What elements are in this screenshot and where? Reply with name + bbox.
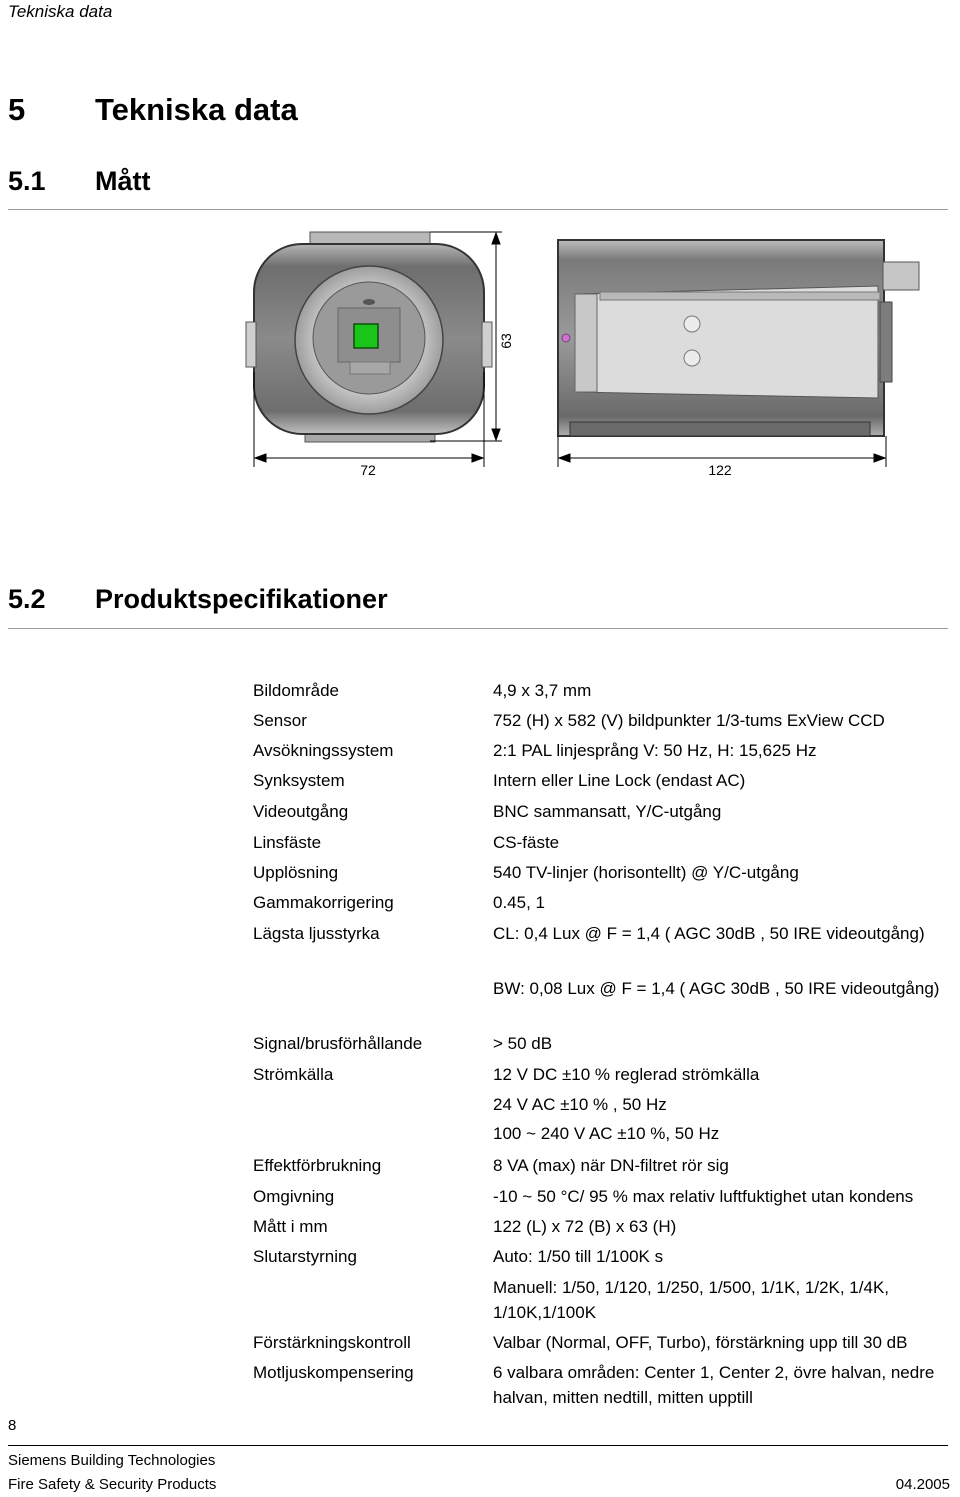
spec-value: 6 valbara områden: Center 1, Center 2, övre halvan, nedre halvan, mitten nedtill, mitten upptill	[493, 1363, 935, 1407]
spec-value: 2:1 PAL linjesprång V: 50 Hz, H: 15,625 Hz	[493, 741, 817, 760]
spec-label: Motljuskompensering	[253, 1363, 414, 1382]
spec-value: CS-fäste	[493, 833, 560, 852]
footer-rule	[8, 1445, 948, 1446]
spec-label: Effektförbrukning	[253, 1156, 382, 1175]
section-rule	[8, 209, 948, 210]
spec-label: Avsökningssystem	[253, 741, 394, 760]
length-label: 122	[708, 462, 732, 478]
width-label: 72	[360, 462, 376, 478]
footer-company: Siemens Building Technologies	[8, 1452, 216, 1469]
spec-value: 122 (L) x 72 (B) x 63 (H)	[493, 1217, 677, 1236]
spec-value: 752 (H) x 582 (V) bildpunkter 1/3-tums ExView CCD	[493, 711, 885, 730]
section-title-specs: Produktspecifikationer	[95, 584, 388, 614]
spec-label: Sensor	[253, 711, 307, 730]
spec-value: 100 ~ 240 V AC ±10 %, 50 Hz	[493, 1124, 720, 1143]
spec-label: Signal/brusförhållande	[253, 1034, 423, 1053]
page-number: 8	[8, 1417, 17, 1434]
camera-dimension-drawing	[240, 222, 940, 487]
spec-value: 0.45, 1	[493, 893, 545, 912]
spec-value: Manuell: 1/50, 1/120, 1/250, 1/500, 1/1K, 1/2K, 1/4K, 1/10K,1/100K	[493, 1278, 890, 1322]
spec-value: 24 V AC ±10 % , 50 Hz	[493, 1095, 667, 1114]
lens-indicator-icon	[354, 324, 378, 348]
spec-value: 8 VA (max) när DN-filtret rör sig	[493, 1156, 729, 1175]
spec-label: Lägsta ljusstyrka	[253, 924, 380, 943]
spec-value: 4,9 x 3,7 mm	[493, 681, 592, 700]
spec-label: Bildområde	[253, 681, 339, 700]
running-header: Tekniska data	[8, 2, 113, 21]
section-number-dimensions: 5.1	[8, 166, 46, 196]
spec-label: Gammakorrigering	[253, 893, 394, 912]
spec-value: CL: 0,4 Lux @ F = 1,4 ( AGC 30dB , 50 IRE videoutgång)	[493, 924, 925, 943]
section-rule	[8, 628, 948, 629]
section-title-dimensions: Mått	[95, 166, 151, 196]
spec-value: Auto: 1/50 till 1/100K s	[493, 1247, 664, 1266]
spec-value: -10 ~ 50 °C/ 95 % max relativ luftfuktighet utan kondens	[493, 1187, 914, 1206]
spec-label: Synksystem	[253, 771, 345, 790]
camera-side-view	[558, 240, 919, 436]
spec-label: Slutarstyrning	[253, 1247, 357, 1266]
spec-label: Strömkälla	[253, 1065, 334, 1084]
spec-value: 540 TV-linjer (horisontellt) @ Y/C-utgång	[493, 863, 799, 882]
spec-value: 12 V DC ±10 % reglerad strömkälla	[493, 1065, 760, 1084]
spec-value: > 50 dB	[493, 1034, 553, 1053]
spec-label: Omgivning	[253, 1187, 335, 1206]
chapter-number: 5	[8, 92, 26, 127]
footer-division: Fire Safety & Security Products	[8, 1476, 217, 1493]
camera-front-view	[246, 232, 492, 442]
spec-label: Videoutgång	[253, 802, 349, 821]
height-label: 63	[498, 333, 514, 349]
spec-label: Upplösning	[253, 863, 339, 882]
spec-value: Valbar (Normal, OFF, Turbo), förstärkning upp till 30 dB	[493, 1333, 908, 1352]
section-number-specs: 5.2	[8, 584, 46, 614]
spec-value: Intern eller Line Lock (endast AC)	[493, 771, 746, 790]
spec-label: Linsfäste	[253, 833, 322, 852]
chapter-title: Tekniska data	[95, 92, 298, 127]
spec-label: Förstärkningskontroll	[253, 1333, 411, 1352]
spec-value: BW: 0,08 Lux @ F = 1,4 ( AGC 30dB , 50 IRE videoutgång)	[493, 979, 940, 998]
spec-label: Mått i mm	[253, 1217, 328, 1236]
footer-date: 04.2005	[895, 1476, 950, 1493]
spec-value: BNC sammansatt, Y/C-utgång	[493, 802, 722, 821]
